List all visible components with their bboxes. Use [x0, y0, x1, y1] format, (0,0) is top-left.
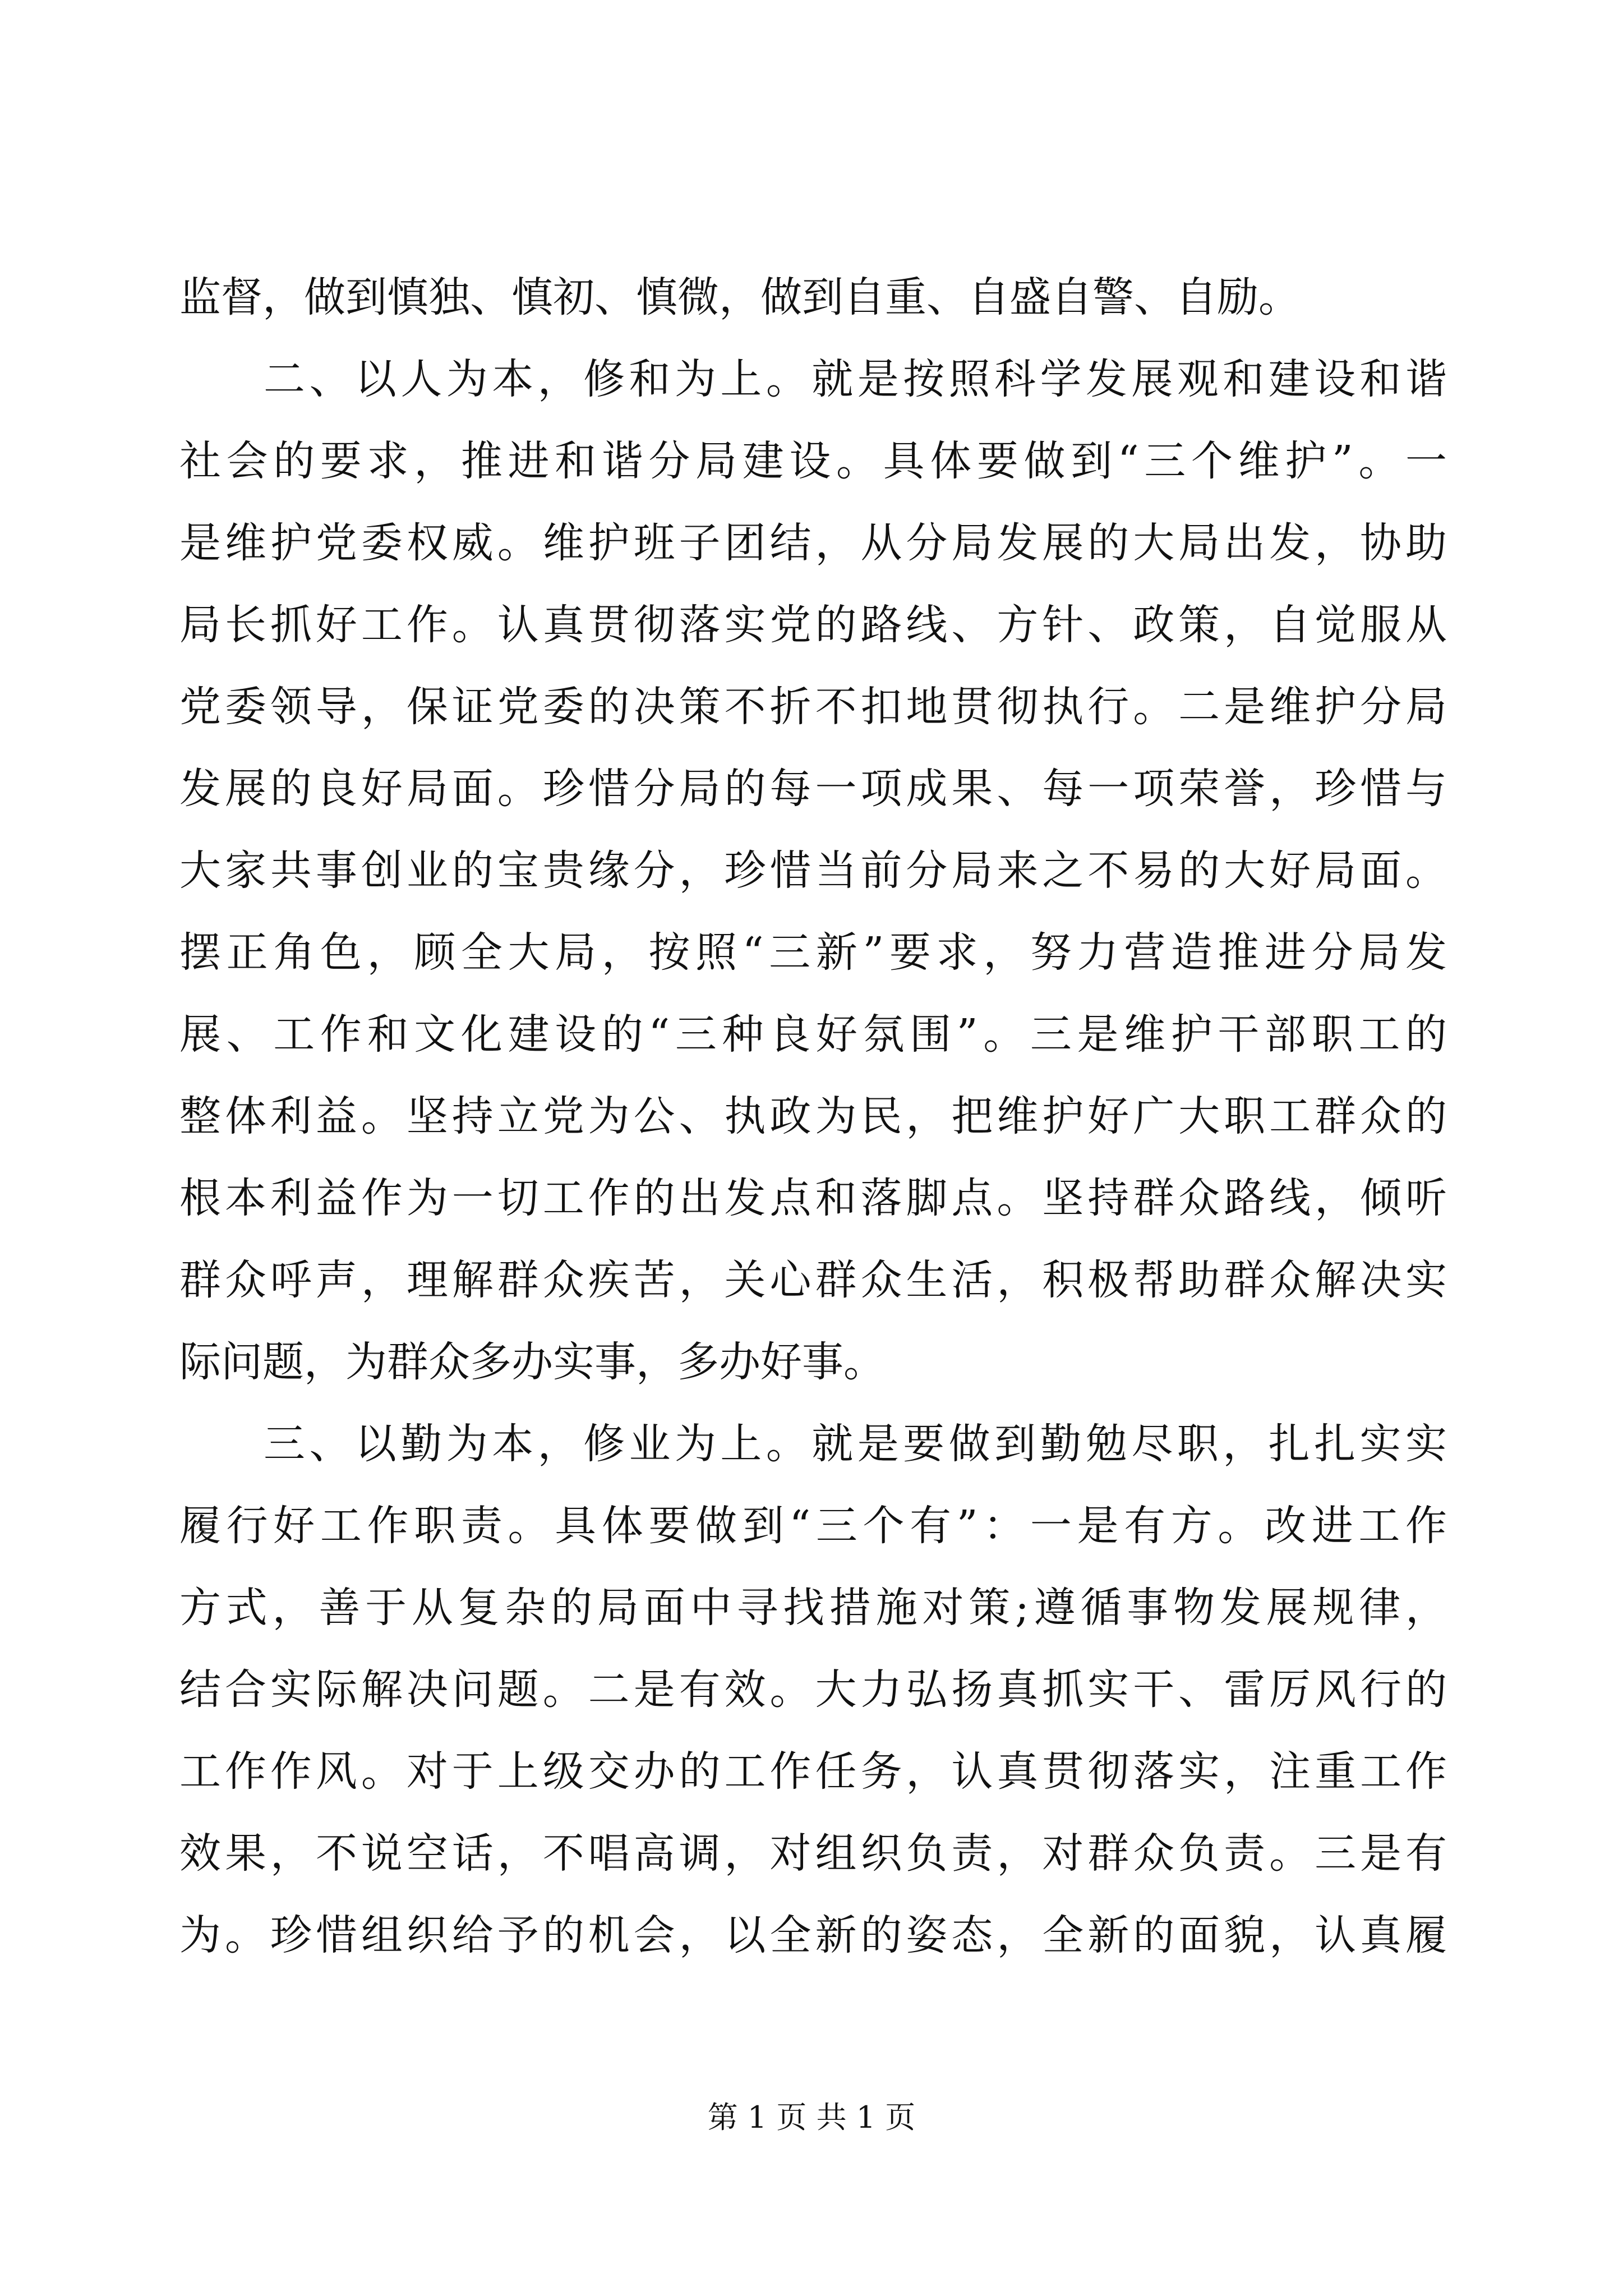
paragraph-line: 根本利益作为一切工作的出发点和落脚点。坚持群众路线，倾听 [179, 1174, 1447, 1222]
paragraph-line: 效果，不说空话，不唱高调，对组织负责，对群众负责。三是有 [179, 1829, 1447, 1878]
paragraph-line: 履行好工作职责。具体要做到“三个有”：一是有方。改进工作 [179, 1502, 1447, 1550]
paragraph-line: 摆正角色，顾全大局，按照“三新”要求，努力营造推进分局发 [179, 928, 1447, 977]
paragraph-line: 社会的要求，推进和谐分局建设。具体要做到“三个维护”。一 [179, 437, 1447, 485]
page-footer: 第 1 页 共 1 页 [707, 2100, 916, 2135]
paragraph-line: 工作作风。对于上级交办的工作任务，认真贯彻落实，注重工作 [179, 1747, 1447, 1796]
paragraph-line: 三、以勤为本，修业为上。就是要做到勤勉尽职，扎扎实实 [264, 1420, 1447, 1468]
paragraph-line: 局长抓好工作。认真贯彻落实党的路线、方针、政策，自觉服从 [179, 601, 1447, 649]
paragraph-line: 党委领导，保证党委的决策不折不扣地贯彻执行。二是维护分局 [179, 683, 1447, 731]
paragraph-line: 际问题，为群众多办实事，多办好事。 [179, 1338, 885, 1386]
paragraph-line: 群众呼声，理解群众疾苦，关心群众生活，积极帮助群众解决实 [179, 1256, 1447, 1304]
paragraph-line: 监督，做到慎独、慎初、慎微，做到自重、自盛自警、自励。 [179, 273, 1300, 321]
paragraph-line: 发展的良好局面。珍惜分局的每一项成果、每一项荣誉，珍惜与 [179, 765, 1447, 813]
paragraph-line: 结合实际解决问题。二是有效。大力弘扬真抓实干、雷厉风行的 [179, 1665, 1447, 1714]
paragraph-line: 二、以人为本，修和为上。就是按照科学发展观和建设和谐 [264, 355, 1447, 403]
paragraph-line: 方式，善于从复杂的局面中寻找措施对策;遵循事物发展规律， [179, 1584, 1447, 1632]
paragraph-line: 大家共事创业的宝贵缘分，珍惜当前分局来之不易的大好局面。 [179, 846, 1447, 895]
paragraph-line: 为。珍惜组织给予的机会，以全新的姿态，全新的面貌，认真履 [179, 1911, 1447, 1959]
paragraph-line: 是维护党委权威。维护班子团结，从分局发展的大局出发，协助 [179, 519, 1447, 567]
paragraph-line: 展、工作和文化建设的“三种良好氛围”。三是维护干部职工的 [179, 1010, 1447, 1059]
paragraph-line: 整体利益。坚持立党为公、执政为民，把维护好广大职工群众的 [179, 1092, 1447, 1140]
